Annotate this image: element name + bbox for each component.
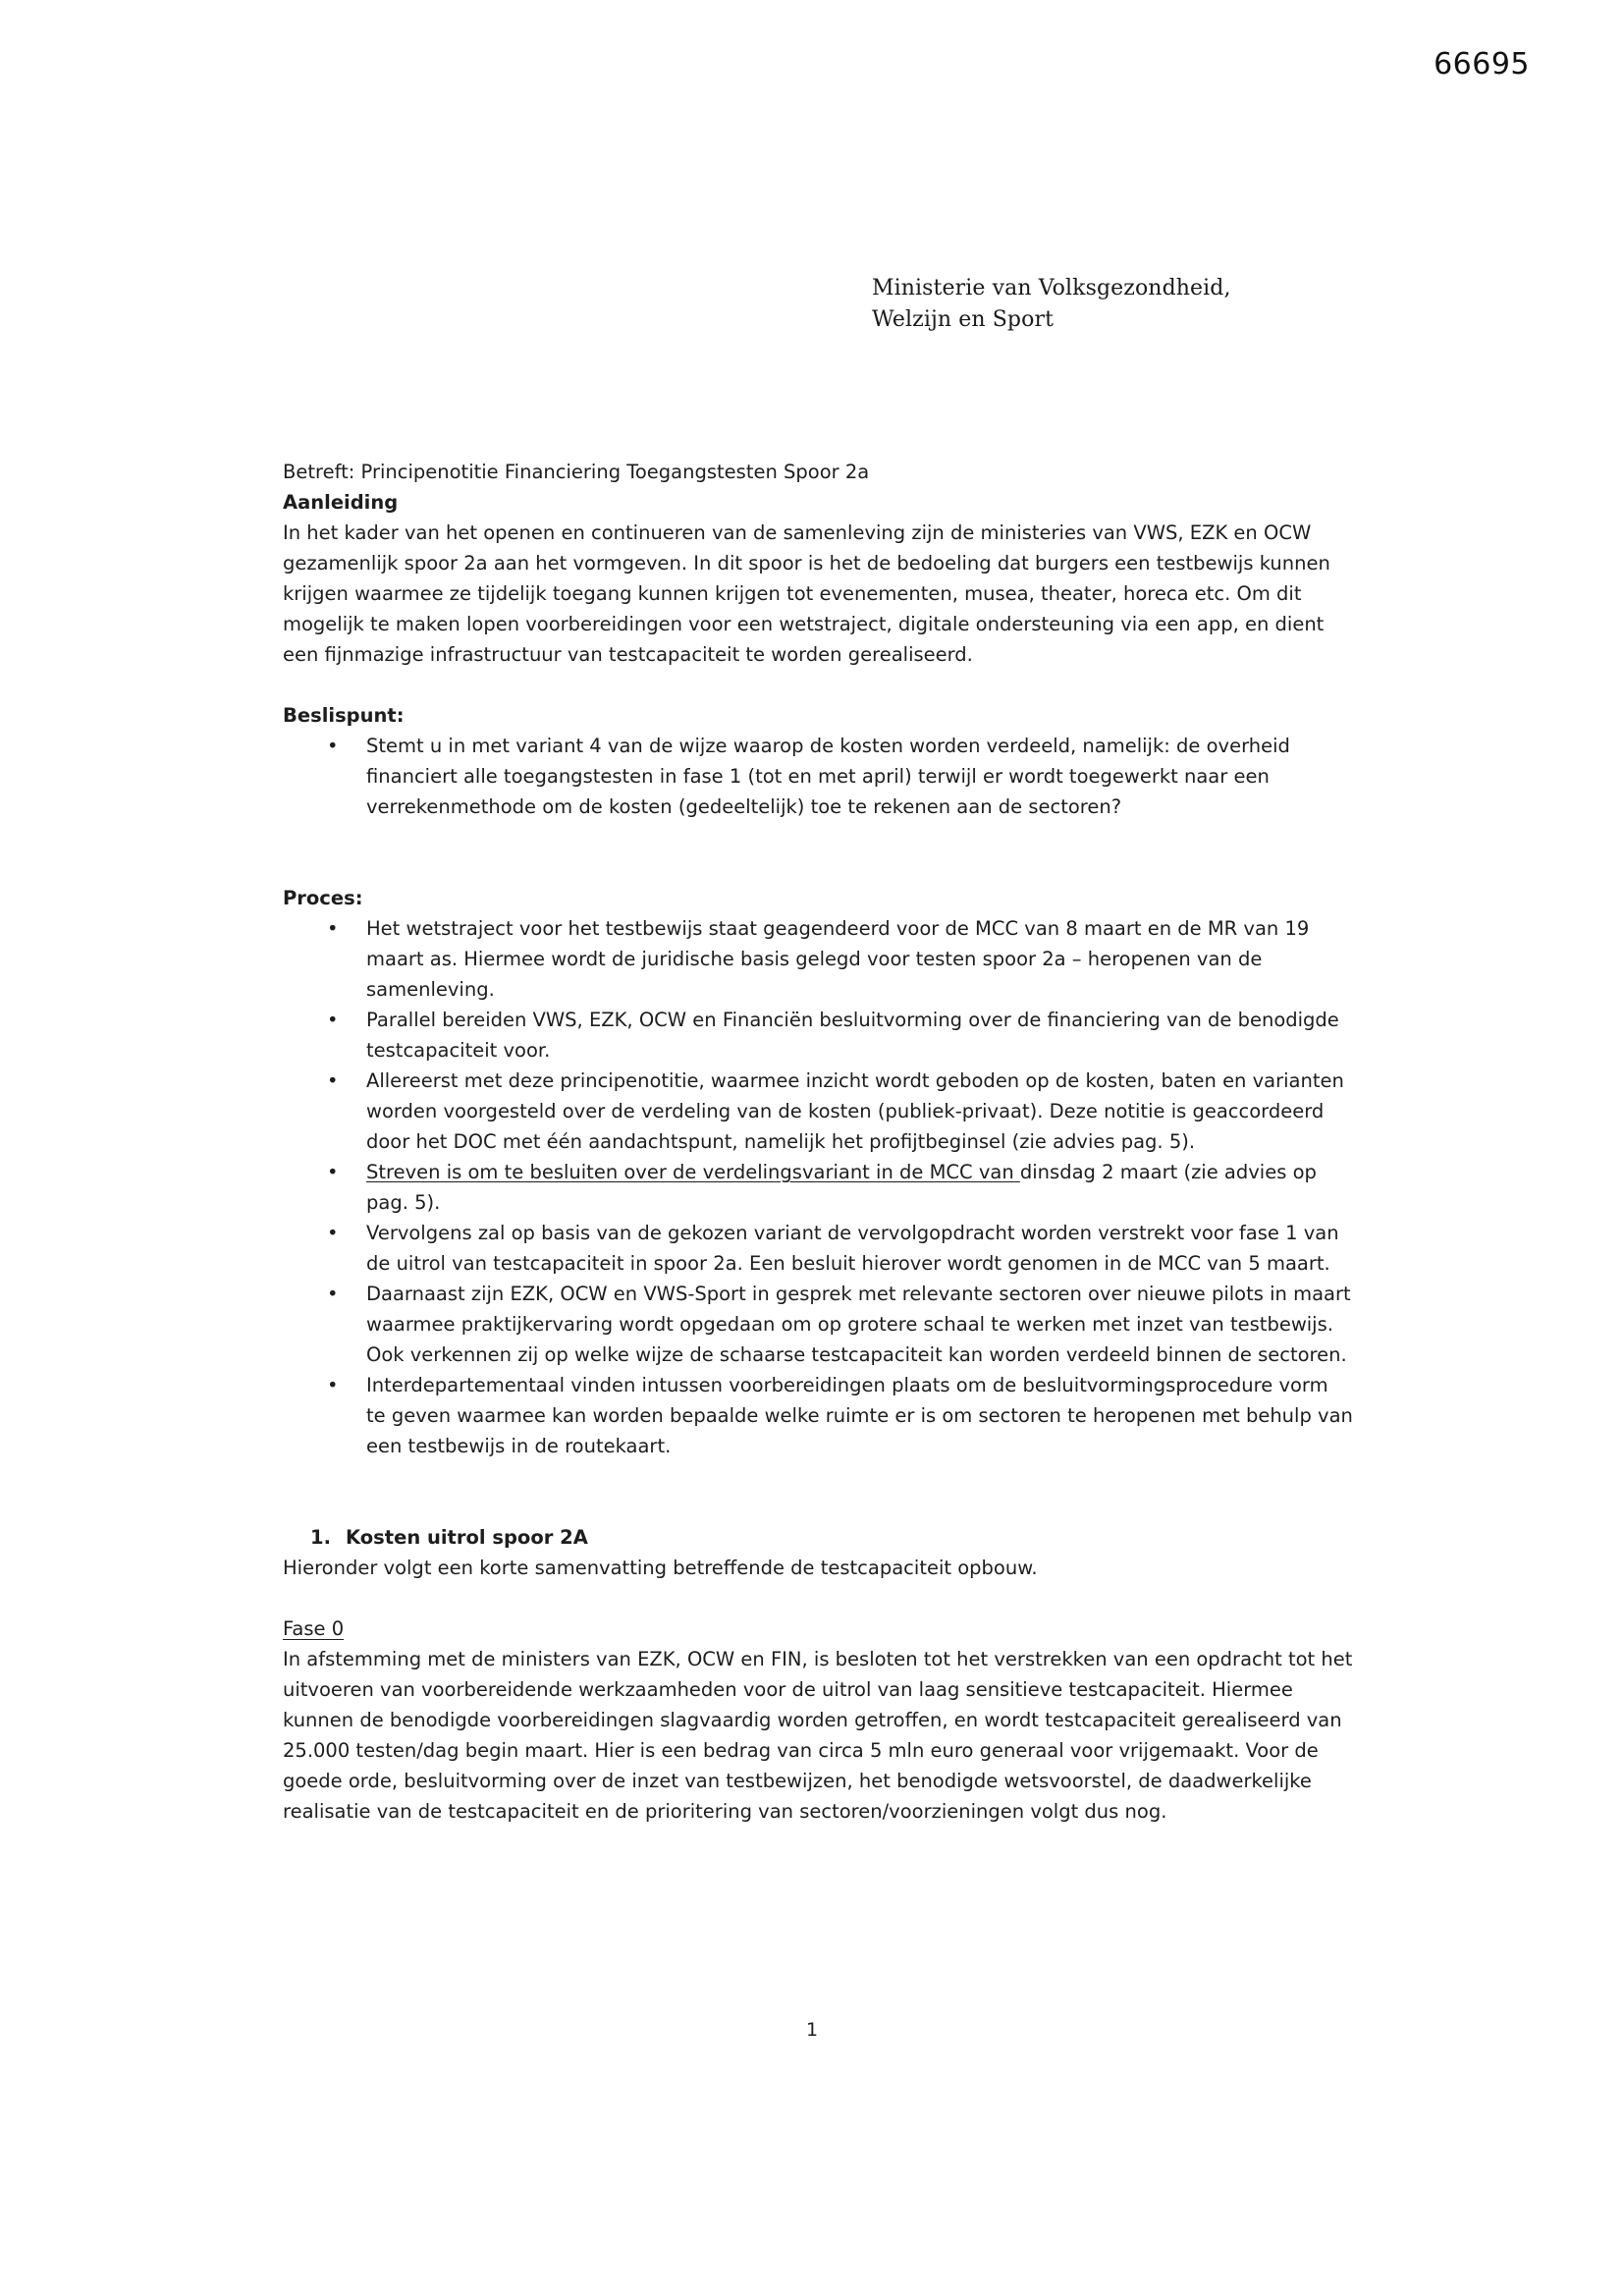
list-item: • Het wetstraject voor het testbewijs staat geagendeerd voor de MCC van 8 maart en de MR van 19 maart as. Hiermee wordt de juridische basis gelegd voor testen spoor 2a – heropenen van de samenleving. <box>283 913 1353 1005</box>
spacer <box>283 1461 1353 1522</box>
list-item: • Daarnaast zijn EZK, OCW en VWS-Sport in gesprek met relevante sectoren over nieuwe pilots in maart waarmee praktijkervaring wordt opgedaan om op grotere schaal te werken met inzet van testbewijs. Ook verkennen zij op welke wijze de schaarse testcapaciteit kan worden verdeeld binnen de sectoren. <box>283 1279 1353 1370</box>
heading-number: 1. <box>310 1526 331 1549</box>
spacer <box>283 822 1353 883</box>
heading-aanleiding: Aanleiding <box>283 491 399 514</box>
paragraph-kosten-intro: Hieronder volgt een korte samenvatting betreffende de testcapaciteit opbouw. <box>283 1557 1038 1579</box>
list-item-underlined <box>283 1157 1353 1218</box>
document-stamp-number: 66695 <box>1434 47 1530 82</box>
letterhead-line-1: Ministerie van Volksgezondheid, <box>872 276 1231 301</box>
document-body <box>283 457 1353 1827</box>
underlined-bullet-rest: dinsdag 2 maart (zie advies op pag. 5). <box>366 1161 1317 1214</box>
paragraph-aanleiding: In het kader van het openen en continueren van de samenleving zijn de ministeries van VWS, EZK en OCW gezamenlijk spoor 2a aan het vormgeven. In dit spoor is het de bedoeling dat burgers een testbewijs kunnen krijgen waarmee ze tijdelijk toegang kunnen krijgen tot evenementen, musea, theater, horeca etc. Om dit mogelijk te maken lopen voorbereidingen voor een wetstraject, digitale ondersteuning via een app, en dient een fijnmazige infrastructuur van testcapaciteit te worden gerealiseerd. <box>283 521 1330 666</box>
heading-proces: Proces: <box>283 887 363 909</box>
list-item: • Parallel bereiden VWS, EZK, OCW en Financiën besluitvorming over de financiering van de benodigde testcapaciteit voor. <box>283 1005 1353 1066</box>
spacer <box>283 670 1353 700</box>
list-item: • Vervolgens zal op basis van de gekozen variant de vervolgopdracht worden verstrekt voor fase 1 van de uitrol van testcapaciteit in spoor 2a. Een besluit hierover wordt genomen in de MCC van 5 maart. <box>283 1218 1353 1279</box>
heading-fase-0 <box>283 1613 1353 1644</box>
heading-beslispunt: Beslispunt: <box>283 704 405 727</box>
list-item: • Stemt u in met variant 4 van de wijze waarop de kosten worden verdeeld, namelijk: de overheid financiert alle toegangstesten in fase 1 (tot en met april) terwijl er wordt toegewerkt naar een verrekenmethode om de kosten (gedeeltelijk) toe te rekenen aan de sectoren? <box>283 731 1353 822</box>
page-number-footer: 1 <box>805 2019 819 2041</box>
fase-0-label: Fase 0 <box>283 1617 345 1640</box>
spacer <box>283 1583 1353 1613</box>
ministry-letterhead <box>872 273 1231 336</box>
letterhead-line-2: Welzijn en Sport <box>872 306 1055 332</box>
subject-line: Betreft: Principenotitie Financiering Toegangstesten Spoor 2a <box>283 461 870 483</box>
proces-bullet-list <box>283 913 1353 1461</box>
beslispunt-bullet-list <box>283 731 1353 822</box>
paragraph-fase-0: In afstemming met de ministers van EZK, OCW en FIN, is besloten tot het verstrekken van een opdracht tot het uitvoeren van voorbereidende werkzaamheden voor de uitrol van laag sensitieve testcapaciteit. Hiermee kunnen de benodigde voorbereidingen slagvaardig worden getroffen, en wordt testcapaciteit gerealiseerd van 25.000 testen/dag begin maart. Hier is een bedrag van circa 5 mln euro generaal voor vrijgemaakt. Voor de goede orde, besluitvorming over de inzet van testbewijzen, het benodigde wetsvoorstel, de daadwerkelijke realisatie van de testcapaciteit en de prioritering van sectoren/voorzieningen volgt dus nog. <box>283 1648 1353 1823</box>
heading-kosten-uitrol <box>283 1522 1353 1553</box>
list-item: • Interdepartementaal vinden intussen voorbereidingen plaats om de besluitvormingsprocedure vorm te geven waarmee kan worden bepaalde welke ruimte er is om sectoren te heropenen met behulp van een testbewijs in de routekaart. <box>283 1370 1353 1461</box>
heading-text: Kosten uitrol spoor 2A <box>346 1526 588 1549</box>
underlined-text: Streven is om te besluiten over de verdelingsvariant in de MCC van <box>366 1161 1020 1183</box>
list-item: • Allereerst met deze principenotitie, waarmee inzicht wordt geboden op de kosten, baten en varianten worden voorgesteld over de verdeling van de kosten (publiek-privaat). Deze notitie is geaccordeerd door het DOC met één aandachtspunt, namelijk het profijtbeginsel (zie advies pag. 5). <box>283 1066 1353 1157</box>
